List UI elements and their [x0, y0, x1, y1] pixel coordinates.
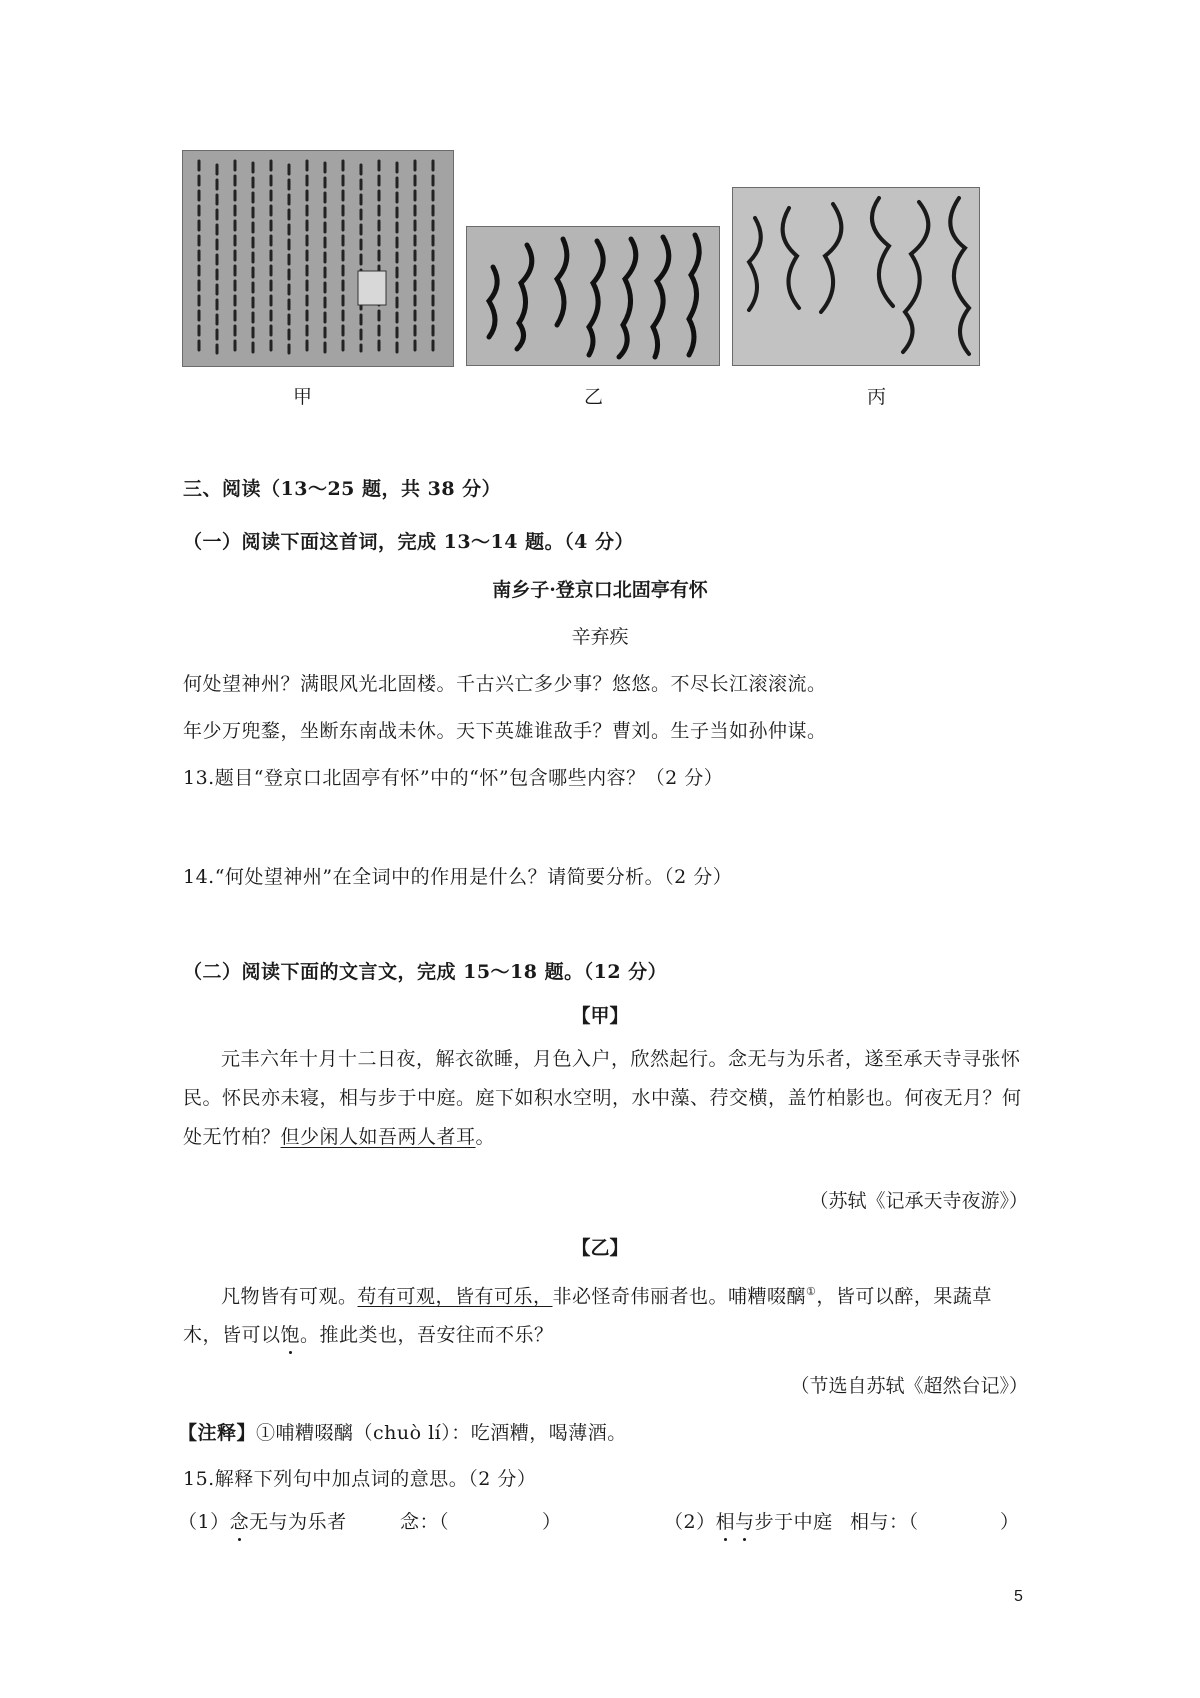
- underlined-sentence-yi: 苟有可观，皆有可乐，: [357, 1285, 553, 1308]
- poem-line-2: 年少万兜鍪，坐断东南战未休。天下英雄谁敌手？曹刘。生子当如孙仲谋。: [183, 720, 827, 742]
- image-caption-jia: 甲: [293, 386, 313, 408]
- text-jia-source: （苏轼《记承天寺夜游》）: [809, 1190, 1028, 1212]
- question-13: 13.题目“登京口北固亭有怀”中的“怀”包含哪些内容？（2 分）: [183, 767, 724, 789]
- calligraphy-cursive-script-image: [732, 187, 980, 366]
- text-yi-source: （节选自苏轼《超然台记》）: [790, 1375, 1028, 1397]
- question-15-item-1-answer: 念：（: [400, 1511, 450, 1533]
- underlined-sentence-jia: 但少闲人如吾两人者耳: [280, 1126, 476, 1148]
- dotted-word-bao: 饱: [280, 1324, 301, 1347]
- question-15: 15.解释下列句中加点词的意思。（2 分）: [183, 1468, 537, 1490]
- part1-heading: （一）阅读下面这首词，完成 13～14 题。（4 分）: [183, 531, 634, 553]
- question-15-item-2-close: ）: [1000, 1511, 1020, 1533]
- question-15-item-2-answer: 相与：（: [850, 1511, 919, 1533]
- text-yi-paragraph: 凡物皆有可观。苟有可观，皆有可乐，非必怪奇伟丽者也。哺糟啜醨①，皆可以醉，果蔬草木，皆可以饱。推此类也，吾安往而不乐？: [183, 1285, 992, 1347]
- question-15-item-1: （1）念无与为乐者: [178, 1511, 347, 1533]
- text-jia-label: 【甲】: [571, 1005, 629, 1027]
- poem-line-1: 何处望神州？满眼风光北固楼。千古兴亡多少事？悠悠。不尽长江滚滚流。: [183, 673, 827, 695]
- page-number: 5: [1014, 1588, 1023, 1605]
- part2-heading: （二）阅读下面的文言文，完成 15～18 题。（12 分）: [183, 961, 668, 983]
- image-caption-yi: 乙: [584, 386, 604, 408]
- image-caption-bing: 丙: [867, 386, 887, 408]
- text-yi-label: 【乙】: [571, 1237, 629, 1259]
- poem-author: 辛弃疾: [571, 626, 629, 648]
- annotation: 【注释】①哺糟啜醨（chuò lí）：吃酒糟，喝薄酒。: [178, 1422, 627, 1444]
- section-heading: 三、阅读（13～25 题，共 38 分）: [183, 478, 502, 500]
- question-15-item-2: （2）相与步于中庭: [664, 1511, 833, 1533]
- question-14: 14.“何处望神州”在全词中的作用是什么？请简要分析。（2 分）: [183, 866, 733, 888]
- calligraphy-regular-script-image: [182, 150, 454, 367]
- question-15-item-1-close: ）: [542, 1511, 562, 1533]
- text-jia-paragraph: 元丰六年十月十二日夜，解衣欲睡，月色入户，欣然起行。念无与为乐者，遂至承天寺寻张怀民。怀民亦未寝，相与步于中庭。庭下如积水空明，水中藻、荇交横，盖竹柏影也。何夜无月？何处无竹柏？但少闲人如吾两人者耳。: [183, 1048, 1022, 1148]
- calligraphy-running-script-image: [466, 226, 720, 366]
- footnote-mark: ①: [806, 1285, 817, 1298]
- poem-title: 南乡子·登京口北固亭有怀: [492, 579, 708, 601]
